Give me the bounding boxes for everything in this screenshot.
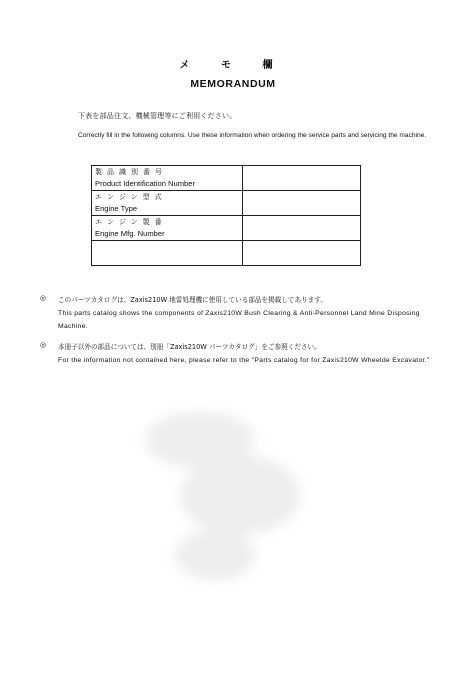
product-id-label-cell [92,166,243,191]
page-title: MEMORANDUM [190,78,276,90]
page-title-japanese: メ モ 欄 [179,60,287,71]
note-text-japanese: このパーツカタログは、Zaxis210W 地雷処理機に使用している部品を掲載してあります。 [58,296,327,304]
table-row [92,166,361,191]
intro-text: Correctly fill in the following columns. Use these information when ordering the service parts and servicing the machine. [78,132,427,139]
table-row [92,216,361,241]
double-circle-bullet-icon: ◎ [40,294,47,302]
engine-type-label-japanese: エンジン型式 [95,193,167,201]
product-id-label-japanese: 製品識別番号 [95,168,167,176]
note-text: This parts catalog shows the components of Zaxis210W Bush Clearing & Anti-Personnel Land Mine Disposing Machine. [58,310,420,330]
scan-smudge [130,400,330,590]
note-text-japanese: 本冊子以外の部品については、別冊「Zaxis210W パーツカタログ」をご参照ください。 [58,343,321,351]
engine-type-label-cell [92,191,243,216]
engine-mfg-number-label-japanese: エンジン製番 [95,218,167,226]
note-text: For the information not contained here, please refer to the "Parts catalog for for Zaxis210W Wheelde Excavator." [58,357,430,364]
table-row [92,241,361,266]
machine-info-table [91,165,361,266]
intro-text-japanese: 下表を部品注文、機械管理等にご利用ください。 [78,112,237,120]
engine-type-label: Engine Type [95,203,138,213]
blank-value-field[interactable] [243,241,361,266]
table-row [92,191,361,216]
product-id-label: Product Identification Number [95,178,196,188]
double-circle-bullet-icon: ◎ [40,341,47,349]
blank-label-cell[interactable] [92,241,243,266]
product-id-field[interactable] [243,166,361,191]
engine-mfg-number-label-cell [92,216,243,241]
engine-mfg-number-label: Engine Mfg. Number [95,228,165,238]
engine-mfg-number-field[interactable] [243,216,361,241]
engine-type-field[interactable] [243,191,361,216]
